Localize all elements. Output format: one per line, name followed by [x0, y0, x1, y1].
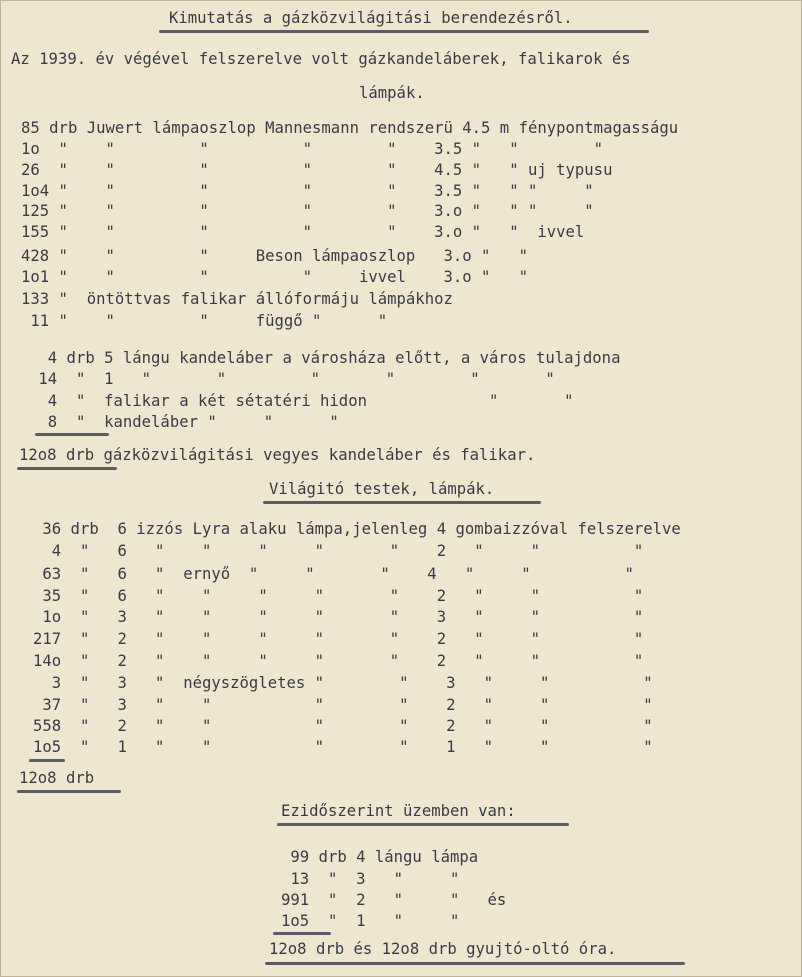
- section3-heading-underline: [263, 501, 541, 504]
- section3-row: 217 " 2 " " " " " 2 " " ": [33, 630, 644, 648]
- section3-row: 1o5 " 1 " " " " 1 " " ": [33, 738, 653, 756]
- section1-row: 155 " " " " " 3.o " " ivvel: [21, 223, 585, 241]
- section1-row: 1o1 " " " " ivvel 3.o " ": [21, 268, 528, 286]
- section3-row: 14o " 2 " " " " " 2 " " ": [33, 652, 644, 670]
- section2-row: 4 drb 5 lángu kandeláber a városháza előtt, a város tulajdona: [29, 349, 621, 367]
- section3-row: 63 " 6 " ernyő " " " 4 " " ": [33, 565, 634, 583]
- section4-heading-underline: [277, 823, 569, 826]
- section3-row: 4 " 6 " " " " " 2 " " ": [33, 542, 644, 560]
- section2-underline: [35, 433, 109, 436]
- section3-row: 36 drb 6 izzós Lyra alaku lámpa,jelenleg 4 gombaizzóval felszerelve: [33, 520, 681, 538]
- section2-row: 14 " 1 " " " " " ": [29, 370, 555, 388]
- section3-row: 35 " 6 " " " " " 2 " " ": [33, 587, 644, 605]
- section4-row: 1o5 " 1 " ": [281, 912, 460, 930]
- section3-row: 3 " 3 " négyszögletes " " 3 " " ": [33, 674, 653, 692]
- intro-line-2: lámpák.: [359, 84, 425, 102]
- document-heading: Kimutatás a gázközvilágitási berendezésről.: [169, 9, 573, 27]
- section1-row: 125 " " " " " 3.o " " " ": [21, 202, 594, 220]
- section1-row: 133 " öntöttvas falikar állóformáju lámpákhoz: [21, 290, 453, 308]
- section1-row: 11 " " " függő " ": [21, 312, 388, 330]
- total-line-1-underline: [17, 467, 117, 470]
- section2-row: 4 " falikar a két sétatéri hidon " ": [29, 392, 574, 410]
- section1-row: 428 " " " Beson lámpaoszlop 3.o " ": [21, 247, 528, 265]
- section4-row: 991 " 2 " " és: [281, 891, 507, 909]
- heading-underline: [159, 30, 649, 33]
- section1-row: 26 " " " " " 4.5 " " uj typusu: [21, 161, 613, 179]
- section1-row: 1o4 " " " " " 3.5 " " " ": [21, 182, 594, 200]
- final-total: 12o8 drb és 12o8 drb gyujtó-oltó óra.: [269, 940, 617, 958]
- section2-row: 8 " kandeláber " " ": [29, 413, 339, 431]
- section4-underline: [273, 932, 331, 935]
- section1-row: 85 drb Juwert lámpaoszlop Mannesmann rendszerü 4.5 m fénypontmagasságu: [21, 119, 679, 137]
- section3-row: 37 " 3 " " " " 2 " " ": [33, 696, 653, 714]
- intro-line-1: Az 1939. év végével felszerelve volt gázkandeláberek, falikarok és: [11, 50, 631, 68]
- section3-heading: Világitó testek, lámpák.: [269, 480, 495, 498]
- final-total-underline: [265, 962, 685, 965]
- total-line-2-underline: [17, 790, 121, 793]
- section4-heading: Ezidőszerint üzemben van:: [281, 802, 516, 820]
- section4-row: 99 drb 4 lángu lámpa: [281, 848, 479, 866]
- total-line-1: 12o8 drb gázközvilágitási vegyes kandeláber és falikar.: [19, 446, 536, 464]
- section1-row: 1o " " " " " 3.5 " " ": [21, 140, 604, 158]
- section3-row: 558 " 2 " " " " 2 " " ": [33, 717, 653, 735]
- total-line-2: 12o8 drb: [19, 769, 95, 787]
- section3-underline: [29, 759, 65, 762]
- section4-row: 13 " 3 " ": [281, 870, 460, 888]
- section3-row: 1o " 3 " " " " " 3 " " ": [33, 608, 644, 626]
